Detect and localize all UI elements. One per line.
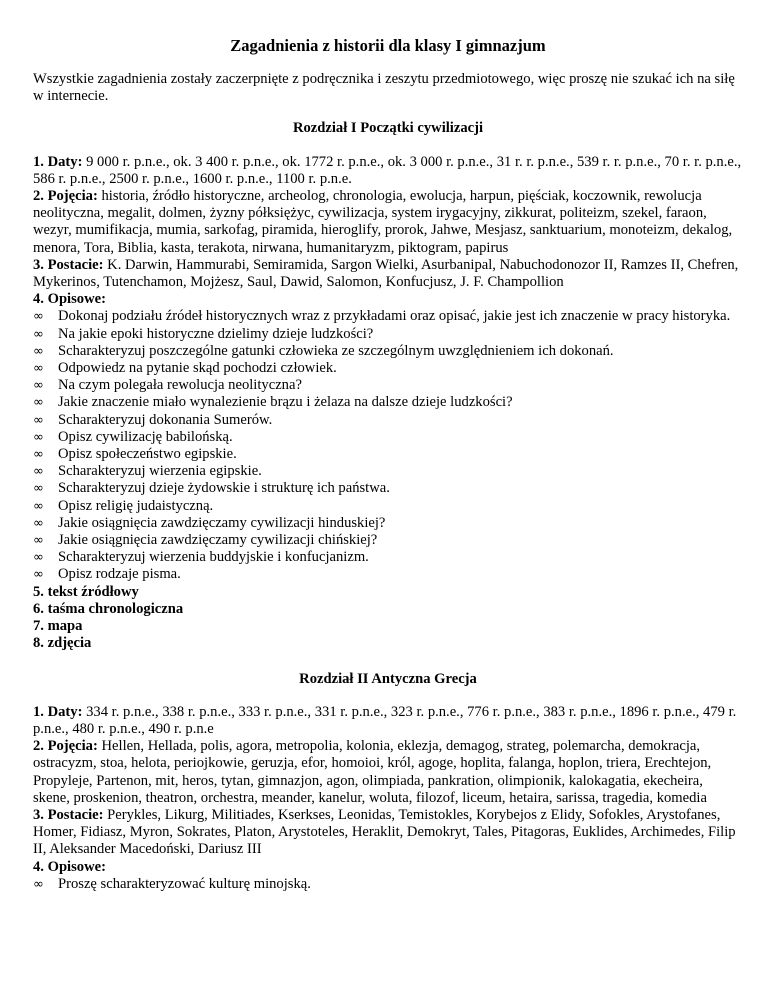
list-item: ∞ Jakie osiągnięcia zawdzięczamy cywilizacji hinduskiej? bbox=[33, 514, 386, 531]
concepts-text: historia, źródło historyczne, archeolog, chronologia, ewolucja, harpun, pięściak, koczownik, rewolucja neolityczna, megalit, dolmen, żyzny półksiężyc, cywilizacja, system irygacyjny, zikkurat, politeizm, szekel, faraon, wezyr, mumifikacja, mumia, sarkofag, piramida, hieroglify, prorok, Jahwe, Mesjasz, sanktuarium, monoteizm, dekalog, menora, Tora, Biblia, kasta, terakota, nirwana, humanitaryzm, piktogram, papirus bbox=[33, 188, 733, 256]
infinity-bullet-icon: ∞ bbox=[33, 395, 44, 411]
chapter-1-dates bbox=[33, 154, 743, 188]
chapter-1-concepts bbox=[33, 188, 743, 257]
list-item: ∞ Opisz religię judaistyczną. bbox=[33, 497, 214, 514]
list-item: ∞ Scharakteryzuj dokonania Sumerów. bbox=[33, 411, 273, 428]
infinity-bullet-icon: ∞ bbox=[33, 326, 44, 342]
chapter-1-item-photos: 8. zdjęcia bbox=[33, 635, 92, 652]
list-item: ∞ Scharakteryzuj wierzenia buddyjskie i konfucjanizm. bbox=[33, 549, 369, 566]
infinity-bullet-icon: ∞ bbox=[33, 567, 44, 583]
infinity-bullet-icon: ∞ bbox=[33, 343, 44, 359]
list-item: ∞ Opisz rodzaje pisma. bbox=[33, 566, 181, 583]
chapter-2-figures bbox=[33, 807, 743, 859]
concepts-label: 2. Pojęcia: bbox=[33, 738, 98, 755]
infinity-bullet-icon: ∞ bbox=[33, 412, 44, 428]
list-item: ∞ Na czym polegała rewolucja neolityczna? bbox=[33, 377, 302, 394]
figures-label: 3. Postacie: bbox=[33, 256, 104, 273]
infinity-bullet-icon: ∞ bbox=[33, 309, 44, 325]
infinity-bullet-icon: ∞ bbox=[33, 378, 44, 394]
figures-text: Perykles, Likurg, Militiades, Kserkses, Leonidas, Temistokles, Korybejos z Elidy, Sofokles, Arystofanes, Homer, Fidiasz, Myron, Sokrates, Platon, Arystoteles, Heraklit, Demokryt, Tales, Pitagoras, Euklides, Archimedes, Filip II, Aleksander Macedoński, Dariusz III bbox=[33, 806, 736, 858]
figures-label: 3. Postacie: bbox=[33, 806, 104, 823]
list-item: ∞ Proszę scharakteryzować kulturę minojską. bbox=[33, 875, 311, 892]
infinity-bullet-icon: ∞ bbox=[33, 876, 44, 892]
dates-text: 334 r. p.n.e., 338 r. p.n.e., 333 r. p.n.e., 331 r. p.n.e., 323 r. p.n.e., 776 r. p.n.e., 383 r. p.n.e., 1896 r. p.n.e., 479 r. p.n.e., 480 r. p.n.e., 490 r. p.n.e bbox=[33, 703, 737, 737]
chapter-1-figures bbox=[33, 257, 743, 291]
chapter-2-dates bbox=[33, 704, 743, 738]
infinity-bullet-icon: ∞ bbox=[33, 361, 44, 377]
figures-text: K. Darwin, Hammurabi, Semiramida, Sargon Wielki, Asurbanipal, Nabuchodonozor II, Ramzes II, Chefren, Mykerinos, Tutenchamon, Mojżesz, Saul, Dawid, Salomon, Konfucjusz, J. F. Champollion bbox=[33, 256, 739, 291]
chapter-1-descriptive-label: 4. Opisowe: bbox=[33, 291, 106, 308]
infinity-bullet-icon: ∞ bbox=[33, 447, 44, 463]
chapter-2-concepts bbox=[33, 738, 743, 807]
list-item: ∞ Scharakteryzuj wierzenia egipskie. bbox=[33, 463, 262, 480]
infinity-bullet-icon: ∞ bbox=[33, 515, 44, 531]
list-item: ∞ Opisz cywilizację babilońską. bbox=[33, 428, 233, 445]
infinity-bullet-icon: ∞ bbox=[33, 550, 44, 566]
list-item: ∞ Na jakie epoki historyczne dzielimy dzieje ludzkości? bbox=[33, 325, 374, 342]
concepts-text: Hellen, Hellada, polis, agora, metropolia, kolonia, eklezja, demagog, strateg, polemarcha, demokracja, ostracyzm, stoa, helota, periojkowie, geruzja, efor, homoioi, król, agoge, hoplita, falanga, hoplon, triera, Erechtejon, Propyleje, Partenon, mit, heros, tytan, gimnazjon, agon, olimpiada, pankration, olimpionik, kalokagatia, ekecheira, skene, proskenion, theatron, orchestra, meander, kanelur, woluta, filozof, liceum, hetaira, sarissa, tragedia, komedia bbox=[33, 738, 712, 806]
list-item: ∞ Scharakteryzuj poszczególne gatunki człowieka ze szczególnym uwzględnieniem ich dokonań. bbox=[33, 342, 614, 359]
infinity-bullet-icon: ∞ bbox=[33, 533, 44, 549]
infinity-bullet-icon: ∞ bbox=[33, 464, 44, 480]
chapter-2-heading: Rozdział II Antyczna Grecja bbox=[299, 670, 477, 687]
infinity-bullet-icon: ∞ bbox=[33, 429, 44, 445]
dates-text: 9 000 r. p.n.e., ok. 3 400 r. p.n.e., ok. 1772 r. p.n.e., ok. 3 000 r. p.n.e., 31 r. r. p.n.e., 539 r. r. p.n.e., 70 r. r. p.n.e., 586 r. p.n.e., 2500 r. p.n.e., 1600 r. p.n.e., 1100 r. p.n.e. bbox=[33, 153, 742, 187]
concepts-label: 2. Pojęcia: bbox=[33, 188, 98, 205]
list-item: ∞ Jakie osiągnięcia zawdzięczamy cywilizacji chińskiej? bbox=[33, 532, 378, 549]
document-title: Zagadnienia z historii dla klasy I gimnazjum bbox=[230, 36, 546, 55]
chapter-1-descriptive-list bbox=[33, 308, 743, 583]
list-item: ∞ Scharakteryzuj dzieje żydowskie i strukturę ich państwa. bbox=[33, 480, 390, 497]
document-page bbox=[33, 36, 743, 893]
infinity-bullet-icon: ∞ bbox=[33, 481, 44, 497]
dates-label: 1. Daty: bbox=[33, 153, 83, 170]
chapter-2-descriptive-list bbox=[33, 876, 743, 893]
chapter-1-item-map: 7. mapa bbox=[33, 618, 83, 635]
chapter-2-descriptive-label: 4. Opisowe: bbox=[33, 858, 106, 875]
list-item: ∞ Dokonaj podziału źródeł historycznych wraz z przykładami oraz opisać, jakie jest ich znaczenie w pracy historyka. bbox=[33, 308, 731, 325]
dates-label: 1. Daty: bbox=[33, 703, 83, 720]
chapter-1-item-source-text: 5. tekst źródłowy bbox=[33, 583, 139, 600]
chapter-1-item-timeline: 6. taśma chronologiczna bbox=[33, 600, 184, 617]
chapter-1-heading: Rozdział I Początki cywilizacji bbox=[292, 120, 484, 137]
intro-paragraph: Wszystkie zagadnienia zostały zaczerpnięte z podręcznika i zeszytu przedmiotowego, więc proszę nie szukać ich na siłę w internecie. bbox=[33, 71, 735, 105]
infinity-bullet-icon: ∞ bbox=[33, 498, 44, 514]
list-item: ∞ Jakie znaczenie miało wynalezienie brązu i żelaza na dalsze dzieje ludzkości? bbox=[33, 394, 513, 411]
list-item: ∞ Opisz społeczeństwo egipskie. bbox=[33, 446, 237, 463]
list-item: ∞ Odpowiedz na pytanie skąd pochodzi człowiek. bbox=[33, 360, 337, 377]
